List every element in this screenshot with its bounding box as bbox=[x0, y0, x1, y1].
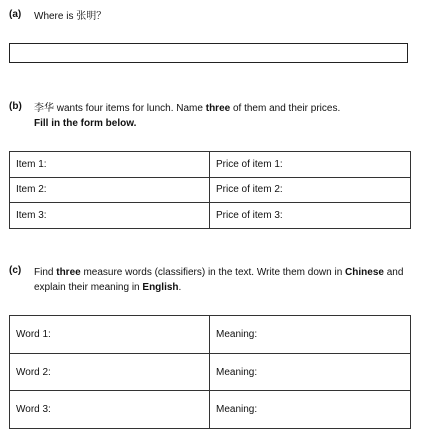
lunch-items-form bbox=[9, 151, 411, 229]
item-3-cell[interactable]: Item 3: bbox=[10, 203, 210, 229]
word-1-cell[interactable]: Word 1: bbox=[10, 316, 210, 354]
question-a-label: (a) bbox=[9, 9, 22, 20]
question-c-text-part2: measure words (classifiers) in the text. Write them down in bbox=[80, 267, 346, 278]
question-a-text: Where is 张明？ bbox=[34, 11, 107, 22]
answer-box-a[interactable] bbox=[9, 43, 408, 63]
table-row bbox=[10, 177, 411, 203]
item-2-cell[interactable]: Item 2: bbox=[10, 177, 210, 203]
emphasis-three: three bbox=[56, 267, 81, 278]
measure-words-form bbox=[9, 315, 411, 429]
emphasis-chinese: Chinese bbox=[345, 267, 384, 278]
question-c-label: (c) bbox=[9, 265, 22, 276]
table-row bbox=[10, 391, 411, 429]
question-c-text-part5: . bbox=[178, 282, 182, 293]
item-1-cell[interactable]: Item 1: bbox=[10, 152, 210, 178]
table-row bbox=[10, 316, 411, 354]
question-b-text bbox=[34, 101, 340, 131]
price-1-cell[interactable]: Price of item 1: bbox=[210, 152, 411, 178]
question-b-text-part2: of them and their prices. bbox=[230, 103, 341, 114]
question-c-text bbox=[34, 265, 403, 295]
meaning-3-cell[interactable]: Meaning: bbox=[210, 391, 411, 429]
meaning-2-cell[interactable]: Meaning: bbox=[210, 353, 411, 391]
table-row bbox=[10, 152, 411, 178]
question-b-label: (b) bbox=[9, 101, 22, 112]
word-2-cell[interactable]: Word 2: bbox=[10, 353, 210, 391]
price-2-cell[interactable]: Price of item 2: bbox=[210, 177, 411, 203]
question-c-text-part1: Find bbox=[34, 267, 57, 278]
name-lihua: 李华 bbox=[34, 103, 54, 114]
emphasis-three: three bbox=[205, 103, 231, 114]
question-c-text-part4: explain their meaning in bbox=[34, 282, 143, 293]
table-row bbox=[10, 203, 411, 229]
emphasis-english: English bbox=[142, 282, 179, 293]
question-b-text-part1: wants four items for lunch. Name bbox=[54, 103, 206, 114]
word-3-cell[interactable]: Word 3: bbox=[10, 391, 210, 429]
table-row bbox=[10, 353, 411, 391]
meaning-1-cell[interactable]: Meaning: bbox=[210, 316, 411, 354]
price-3-cell[interactable]: Price of item 3: bbox=[210, 203, 411, 229]
question-c-text-part3: and bbox=[383, 267, 404, 278]
question-b-instruction: Fill in the form below. bbox=[34, 118, 137, 129]
